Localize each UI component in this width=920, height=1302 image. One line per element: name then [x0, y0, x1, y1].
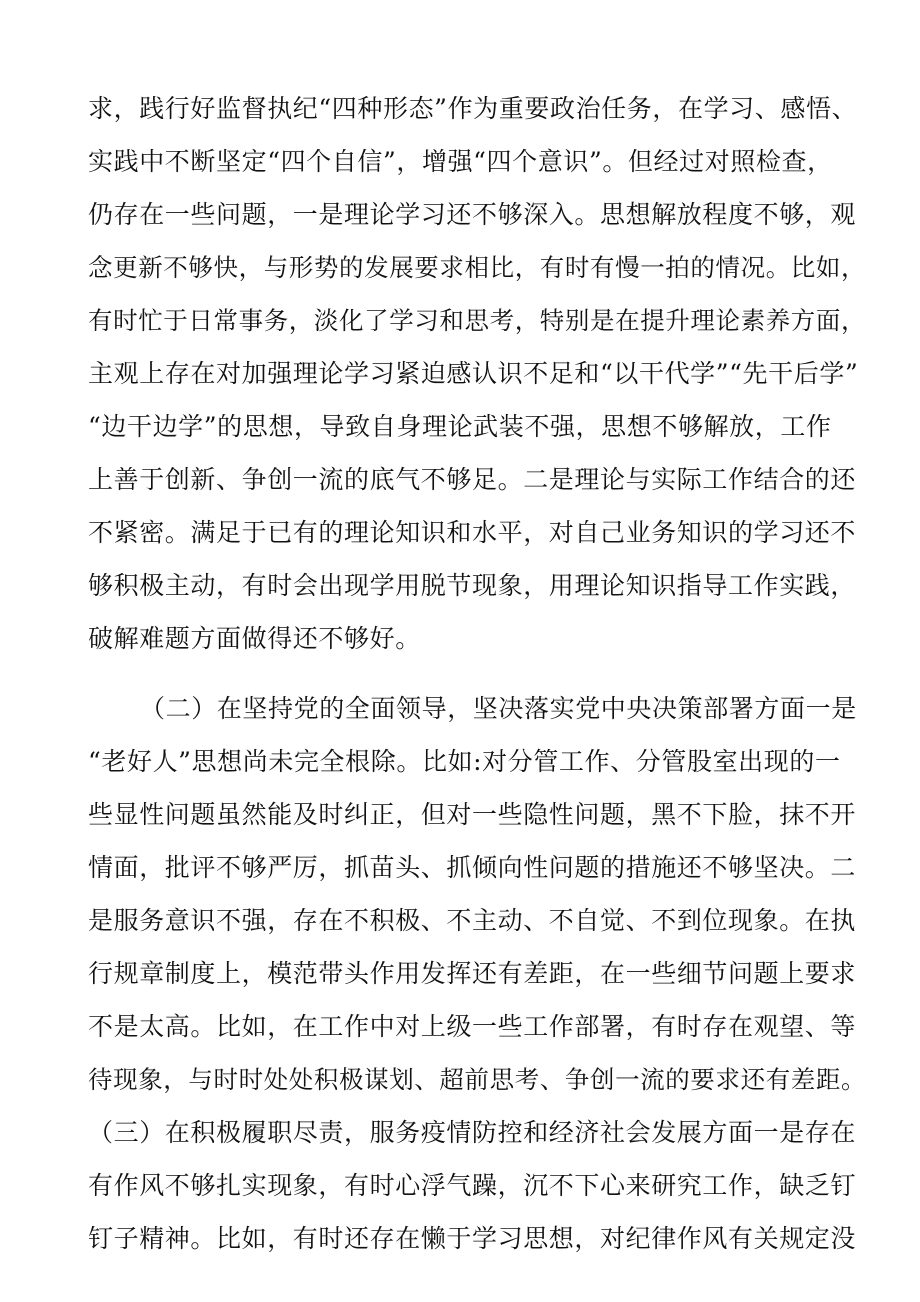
text-line-9: 不紧密。满足于已有的理论知识和水平，对自己业务知识的学习还不 — [88, 518, 857, 547]
text-line-5: 有时忙于日常事务，淡化了学习和思考，特别是在提升理论素养方面， — [88, 306, 867, 335]
text-line-11: 破解难题方面做得还不够好。 — [88, 624, 421, 653]
text-line-22: 钉子精神。比如，有时还存在懒于学习思想，对纪律作风有关规定没 — [88, 1224, 857, 1253]
text-line-2: 实践中不断坚定“四个自信”，增强“四个意识”。但经过对照检查， — [88, 147, 833, 176]
text-line-6: 主观上存在对加强理论学习紧迫感认识不足和“以干代学”“先干后学” — [88, 359, 859, 388]
text-line-15: 情面，批评不够严厉，抓苗头、抓倾向性问题的措施还不够坚决。二 — [88, 853, 857, 882]
text-line-4: 念更新不够快，与形势的发展要求相比，有时有慢一拍的情况。比如， — [88, 253, 867, 282]
text-line-8: 上善于创新、争创一流的底气不够足。二是理论与实际工作结合的还 — [88, 465, 857, 494]
text-line-17: 行规章制度上，模范带头作用发挥还有差距，在一些细节问题上要求 — [88, 959, 857, 988]
text-line-19: 待现象，与时时处处积极谋划、超前思考、争创一流的要求还有差距。 — [88, 1065, 867, 1094]
text-line-14: 些显性问题虽然能及时纠正，但对一些隐性问题，黑不下脸，抹不开 — [88, 800, 857, 829]
text-line-10: 够积极主动，有时会出现学用脱节现象，用理论知识指导工作实践， — [88, 571, 857, 600]
text-line-16: 是服务意识不强，存在不积极、不主动、不自觉、不到位现象。在执 — [88, 906, 857, 935]
text-line-12: （二）在坚持党的全面领导，坚决落实党中央决策部署方面一是 — [140, 694, 857, 723]
text-line-1: 求，践行好监督执纪“四种形态”作为重要政治任务，在学习、感悟、 — [88, 94, 858, 123]
text-line-20: （三）在积极履职尽责，服务疫情防控和经济社会发展方面一是存在 — [88, 1118, 857, 1147]
text-line-13: “老好人”思想尚未完全根除。比如:对分管工作、分管股室出现的一 — [88, 747, 841, 776]
text-line-3: 仍存在一些问题，一是理论学习还不够深入。思想解放程度不够，观 — [88, 200, 857, 229]
text-line-7: “边干边学”的思想，导致自身理论武装不强，思想不够解放，工作 — [88, 412, 832, 441]
text-line-18: 不是太高。比如，在工作中对上级一些工作部署，有时存在观望、等 — [88, 1012, 857, 1041]
text-line-21: 有作风不够扎实现象，有时心浮气躁，沉不下心来研究工作，缺乏钉 — [88, 1171, 857, 1200]
